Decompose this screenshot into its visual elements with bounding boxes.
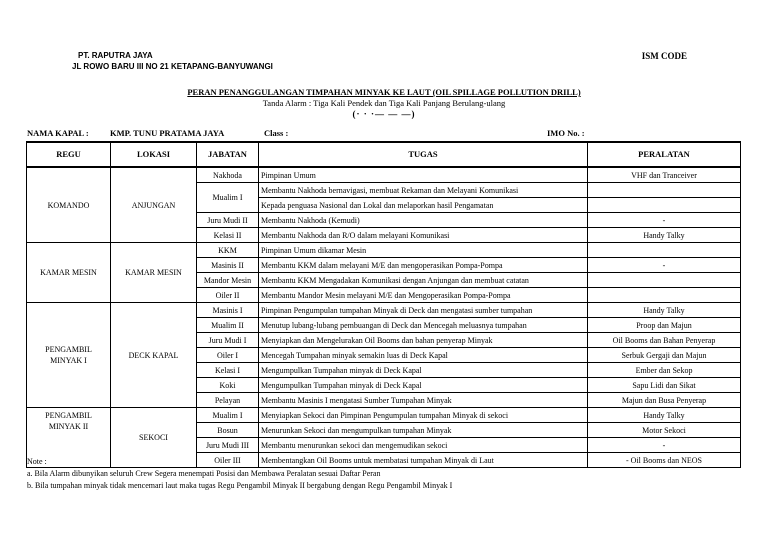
class-label: Class : — [264, 128, 289, 138]
tugas-cell: Membantu menurunkan sekoci dan mengemudikan sekoci — [259, 438, 588, 453]
peralatan-cell: - — [588, 213, 741, 228]
tugas-cell: Kepada penguasa Nasional dan Lokal dan melaporkan hasil Pengamatan — [259, 198, 588, 213]
regu-cell: KOMANDO — [27, 167, 111, 243]
jabatan-cell: Masinis I — [197, 303, 259, 318]
jabatan-cell: Kelasi I — [197, 363, 259, 378]
peralatan-cell — [588, 183, 741, 198]
jabatan-cell: Koki — [197, 378, 259, 393]
tugas-cell: Membantu Nakhoda bernavigasi, membuat Rekaman dan Melayani Komunikasi — [259, 183, 588, 198]
drill-roster-table — [26, 141, 741, 468]
jabatan-cell: Mualim I — [197, 183, 259, 213]
peralatan-cell: Majun dan Busa Penyerap — [588, 393, 741, 408]
header-regu: REGU — [27, 142, 111, 167]
ism-code-label: ISM CODE — [641, 51, 687, 61]
tugas-cell: Pimpinan Pengumpulan tumpahan Minyak di Deck dan mengatasi sumber tumpahan — [259, 303, 588, 318]
header-tugas: TUGAS — [259, 142, 588, 167]
jabatan-cell: Mualim II — [197, 318, 259, 333]
peralatan-cell: Serbuk Gergaji dan Majun — [588, 348, 741, 363]
peralatan-cell: - — [588, 438, 741, 453]
jabatan-cell: Bosun — [197, 423, 259, 438]
imo-label: IMO No. : — [547, 128, 585, 138]
peralatan-cell: Handy Talky — [588, 408, 741, 423]
jabatan-cell: Kelasi II — [197, 228, 259, 243]
tugas-cell: Membantu Nakhoda (Kemudi) — [259, 213, 588, 228]
lokasi-cell: KAMAR MESIN — [111, 243, 197, 303]
peralatan-cell: Motor Sekoci — [588, 423, 741, 438]
regu-cell: PENGAMBIL MINYAK II — [27, 408, 111, 468]
tugas-cell: Pimpinan Umum dikamar Mesin — [259, 243, 588, 258]
tugas-cell: Membantu Mandor Mesin melayani M/E dan Mengoperasikan Pompa-Pompa — [259, 288, 588, 303]
peralatan-cell — [588, 198, 741, 213]
jabatan-cell: Mandor Mesin — [197, 273, 259, 288]
jabatan-cell: Juru Mudi III — [197, 438, 259, 453]
jabatan-cell: Masinis II — [197, 258, 259, 273]
tugas-cell: Membantu KKM dalam melayani M/E dan mengoperasikan Pompa-Pompa — [259, 258, 588, 273]
tugas-cell: Menurunkan Sekoci dan mengumpulkan tumpahan Minyak — [259, 423, 588, 438]
peralatan-cell: VHF dan Tranceiver — [588, 167, 741, 183]
peralatan-cell: - Oil Booms dan NEOS — [588, 453, 741, 468]
peralatan-cell: Ember dan Sekop — [588, 363, 741, 378]
jabatan-cell: Oiler I — [197, 348, 259, 363]
peralatan-cell — [588, 288, 741, 303]
company-block — [72, 50, 273, 72]
jabatan-cell: Mualim I — [197, 408, 259, 423]
lokasi-cell: SEKOCI — [111, 408, 197, 468]
regu-cell: KAMAR MESIN — [27, 243, 111, 303]
notes-label: Note : — [27, 457, 47, 466]
table-header-row — [27, 142, 741, 167]
jabatan-cell: Pelayan — [197, 393, 259, 408]
alarm-signal: (· · ·— — —) — [352, 109, 416, 119]
document-title: PERAN PENANGGULANGAN TIMPAHAN MINYAK KE LAUT (OIL SPILLAGE POLLUTION DRILL) — [187, 87, 581, 97]
jabatan-cell: Juru Mudi II — [197, 213, 259, 228]
peralatan-cell: Oil Booms dan Bahan Penyerap — [588, 333, 741, 348]
note-b: b. Bila tumpahan minyak tidak mencemari laut maka tugas Regu Pengambil Minyak II bergabung dengan Regu Pengambil Minyak I — [27, 481, 453, 490]
header-jabatan: JABATAN — [197, 142, 259, 167]
tugas-cell: Menyiapkan dan Mengelurakan Oil Booms dan bahan penyerap Minyak — [259, 333, 588, 348]
table-row — [27, 408, 741, 423]
jabatan-cell: Nakhoda — [197, 167, 259, 183]
peralatan-cell: Handy Talky — [588, 303, 741, 318]
notes-block — [27, 456, 452, 492]
jabatan-cell: Juru Mudi I — [197, 333, 259, 348]
jabatan-cell: Oiler III — [197, 453, 259, 468]
header-peralatan: PERALATAN — [588, 142, 741, 167]
lokasi-cell: DECK KAPAL — [111, 303, 197, 408]
tugas-cell: Mengumpulkan Tumpahan minyak di Deck Kapal — [259, 363, 588, 378]
ship-name-value: KMP. TUNU PRATAMA JAYA — [110, 128, 225, 138]
company-name: PT. RAPUTRA JAYA — [78, 51, 153, 60]
tugas-cell: Mencegah Tumpahan minyak semakin luas di Deck Kapal — [259, 348, 588, 363]
peralatan-cell: Proop dan Majun — [588, 318, 741, 333]
lokasi-cell: ANJUNGAN — [111, 167, 197, 243]
header-lokasi: LOKASI — [111, 142, 197, 167]
alarm-description: Tanda Alarm : Tiga Kali Pendek dan Tiga Kali Panjang Berulang-ulang — [262, 98, 506, 108]
tugas-cell: Menutup lubang-lubang pembuangan di Deck dan Mencegah meluasnya tumpahan — [259, 318, 588, 333]
jabatan-cell: KKM — [197, 243, 259, 258]
peralatan-cell: - — [588, 258, 741, 273]
tugas-cell: Membantu Masinis I mengatasi Sumber Tumpahan Minyak — [259, 393, 588, 408]
peralatan-cell: Sapu Lidi dan Sikat — [588, 378, 741, 393]
ship-name-label: NAMA KAPAL : — [27, 128, 89, 138]
table-row — [27, 303, 741, 318]
tugas-cell: Membantu Nakhoda dan R/O dalam melayani Komunikasi — [259, 228, 588, 243]
regu-cell: PENGAMBIL MINYAK I — [27, 303, 111, 408]
peralatan-cell — [588, 273, 741, 288]
tugas-cell: Mengumpulkan Tumpahan minyak di Deck Kapal — [259, 378, 588, 393]
table-row — [27, 167, 741, 183]
tugas-cell: Membantu KKM Mengadakan Komunikasi dengan Anjungan dan membuat catatan — [259, 273, 588, 288]
tugas-cell: Membentangkan Oil Booms untuk membatasi tumpahan Minyak di Laut — [259, 453, 588, 468]
note-a: a. Bila Alarm dibunyikan seluruh Crew Segera menempati Posisi dan Membawa Peralatan sesuai Daftar Peran — [27, 469, 381, 478]
tugas-cell: Menyiapkan Sekoci dan Pimpinan Pengumpulan tumpahan Minyak di sekoci — [259, 408, 588, 423]
peralatan-cell: Handy Talky — [588, 228, 741, 243]
peralatan-cell — [588, 243, 741, 258]
jabatan-cell: Oiler II — [197, 288, 259, 303]
tugas-cell: Pimpinan Umum — [259, 167, 588, 183]
table-row — [27, 243, 741, 258]
company-address: JL ROWO BARU III NO 21 KETAPANG-BANYUWANGI — [72, 62, 273, 71]
